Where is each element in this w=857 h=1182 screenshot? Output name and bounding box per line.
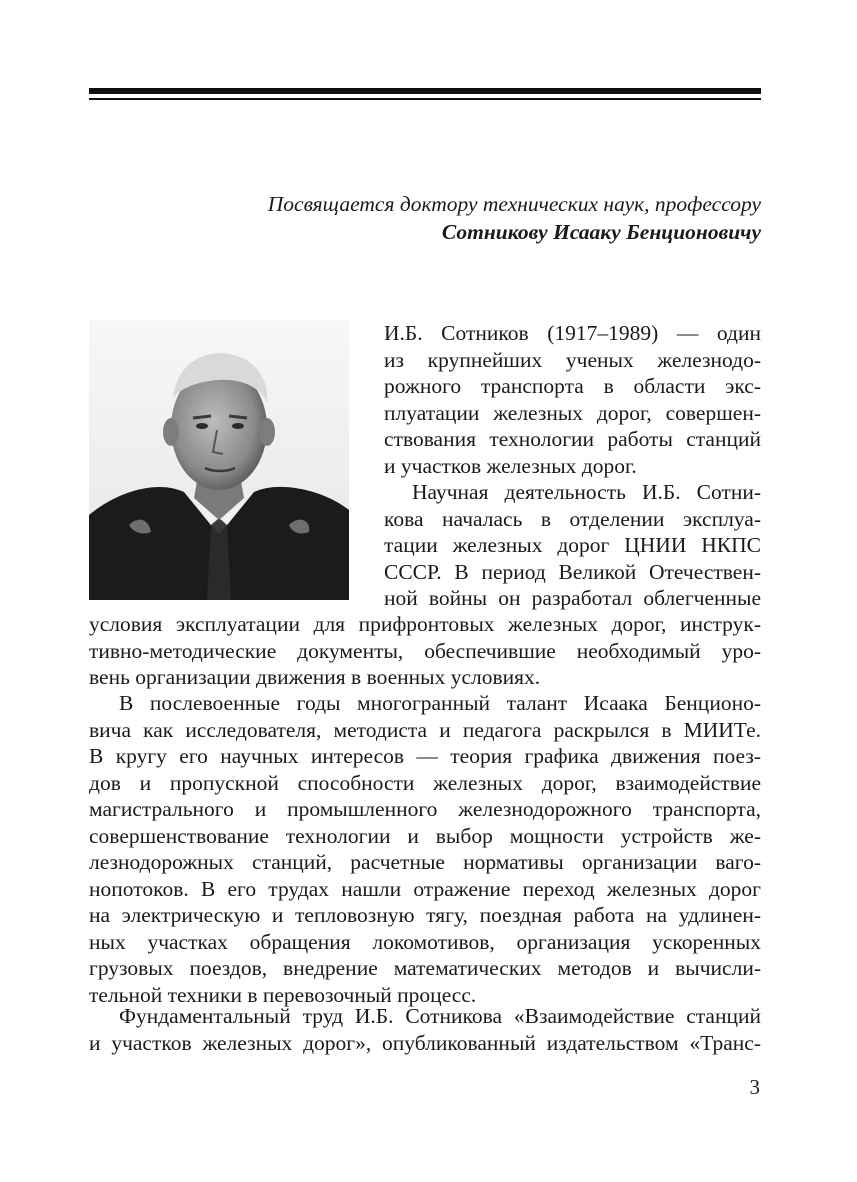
text-line: условия эксплуатации для прифронтовых железных дорог, инструк- bbox=[89, 612, 761, 636]
text-line: тации железных дорог ЦНИИ НКПС bbox=[384, 533, 761, 557]
text-line: тельной техники в перевозочный процесс. bbox=[89, 982, 477, 1007]
text-line: совершенствование технологии и выбор мощности устройств же- bbox=[89, 823, 761, 848]
text-line: грузовых поездов, внедрение математических методов и вычисли- bbox=[89, 956, 761, 980]
text-line: вень организации движения в военных условиях. bbox=[89, 665, 541, 689]
text-line: СССР. В период Великой Отечествен- bbox=[384, 559, 761, 584]
text-line: плуатации железных дорог, совершен- bbox=[384, 400, 761, 425]
paragraph-research-cont bbox=[89, 611, 761, 691]
paragraph-postwar bbox=[89, 690, 761, 1008]
page-number: 3 bbox=[749, 1075, 760, 1099]
text-line: и участков железных дорог», опубликованный издательством «Транс- bbox=[89, 1030, 761, 1055]
text-line: дов и пропускной способности железных дорог, взаимодействие bbox=[89, 770, 761, 795]
text-line: Научная деятельность И.Б. Сотни- bbox=[412, 480, 761, 504]
text-line: ных участках обращения локомотивов, организация ускоренных bbox=[89, 929, 761, 954]
dedication-line-1: Посвящается доктору технических наук, профессору bbox=[267, 192, 761, 216]
text-line: ной войны он разработал облегченные bbox=[384, 586, 761, 610]
header-rule-thin bbox=[89, 98, 761, 100]
text-line: В кругу его научных интересов — теория графика движения поез- bbox=[89, 744, 761, 768]
text-line: ствования технологии работы станций bbox=[384, 427, 761, 451]
dedication-line-2: Сотникову Исааку Бенционовичу bbox=[441, 220, 761, 244]
text-line: вича как исследователя, методиста и педагога раскрылся в МИИТе. bbox=[89, 717, 761, 742]
portrait-photo bbox=[89, 320, 349, 600]
text-line: рожного транспорта в области экс- bbox=[384, 374, 761, 398]
text-line: нопотоков. В его трудах нашли отражение переход железных дорог bbox=[89, 876, 761, 901]
paragraph-fundamental-work bbox=[89, 1003, 761, 1056]
text-line: лезнодорожных станций, расчетные нормативы организации ваго- bbox=[89, 850, 761, 874]
paragraph-intro bbox=[384, 320, 761, 479]
text-line: из крупнейших ученых железнодо- bbox=[384, 347, 761, 372]
text-line: кова началась в отделении эксплуа- bbox=[384, 506, 761, 531]
text-line: И.Б. Сотников (1917–1989) — один bbox=[384, 321, 761, 345]
text-line: магистрального и промышленного железнодорожного транспорта, bbox=[89, 797, 761, 821]
text-line: Фундаментальный труд И.Б. Сотникова «Взаимодействие станций bbox=[119, 1004, 761, 1028]
paragraph-research bbox=[384, 479, 761, 612]
dedication bbox=[268, 190, 761, 246]
portrait-icon bbox=[89, 320, 349, 600]
text-line: В послевоенные годы многогранный талант Исаака Бенционо- bbox=[119, 691, 761, 715]
text-line: и участков железных дорог. bbox=[384, 453, 637, 478]
text-line: на электрическую и тепловозную тягу, поездная работа на удлинен- bbox=[89, 903, 761, 927]
text-line: тивно-методические документы, обеспечившие необходимый уро- bbox=[89, 638, 761, 663]
header-rule-thick bbox=[89, 88, 761, 94]
